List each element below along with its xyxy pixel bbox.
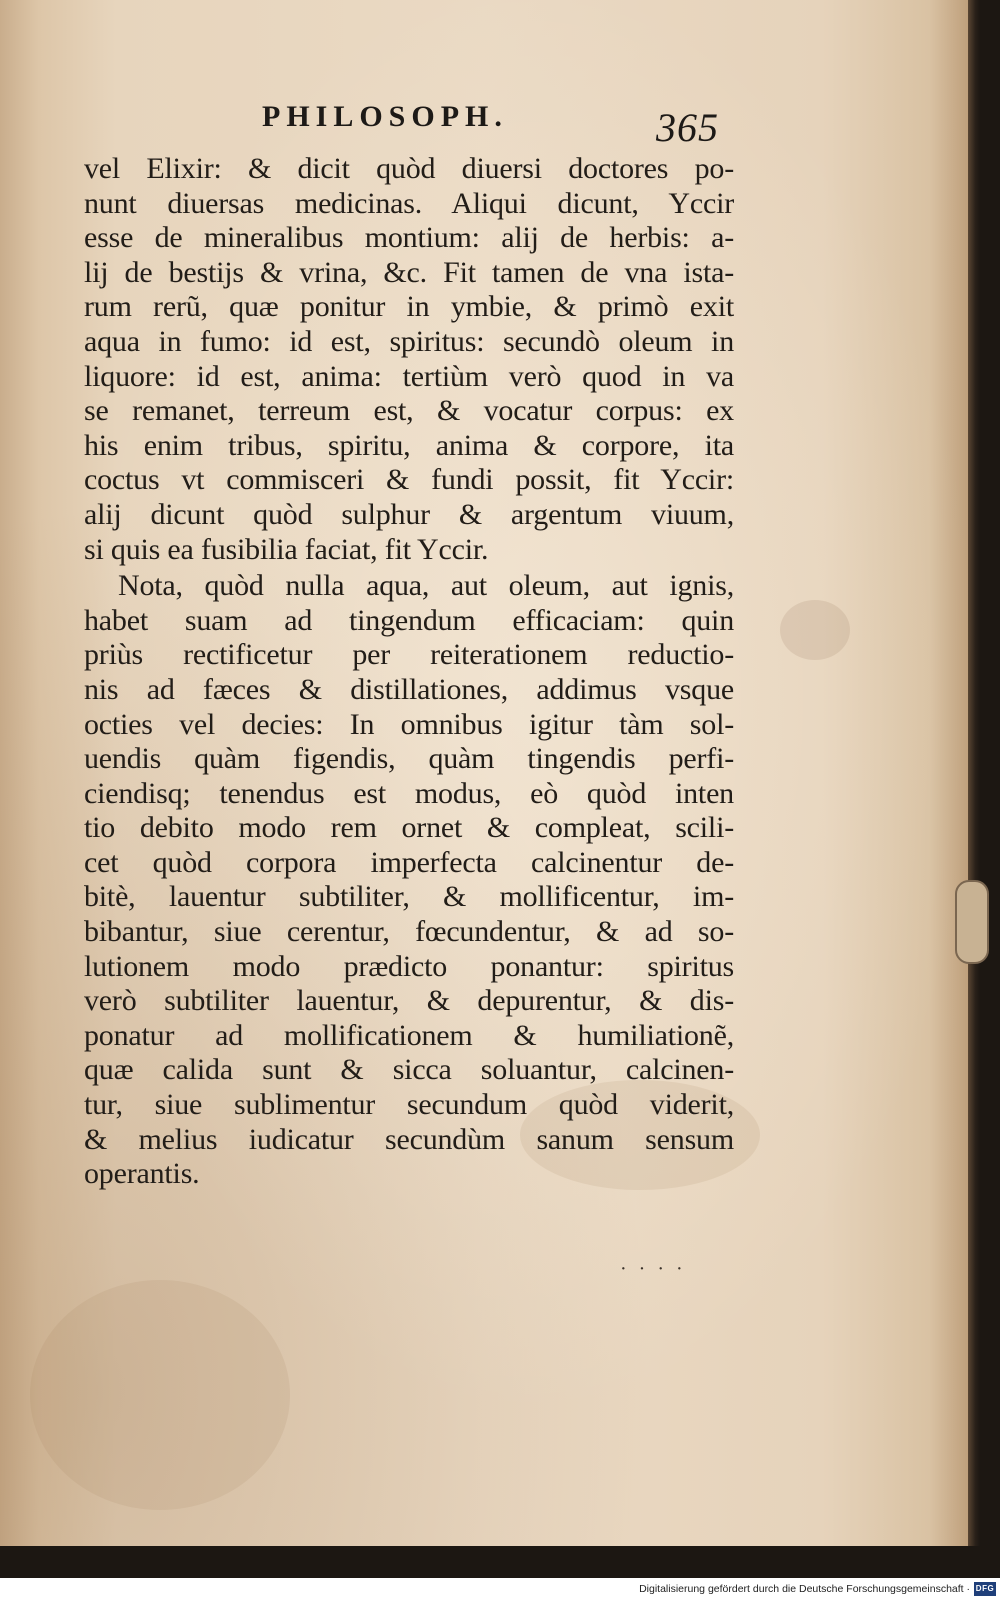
text-line: nunt diuersas medicinas. Aliqui dicunt, Yccir bbox=[84, 186, 734, 220]
text-line: his enim tribus, spiritu, anima & corpore, ita bbox=[84, 428, 734, 462]
digitization-credit: Digitalisierung gefördert durch die Deutsche Forschungsgemeinschaft · bbox=[639, 1583, 970, 1595]
text-line: nis ad fæces & distillationes, addimus vsque bbox=[84, 672, 734, 706]
text-line: liquore: id est, anima: tertiùm verò quod in va bbox=[84, 359, 734, 393]
paper-stain bbox=[780, 600, 850, 660]
text-line: coctus vt commisceri & fundi possit, fit Yccir: bbox=[84, 463, 734, 497]
dfg-logo-icon: DFG bbox=[974, 1582, 996, 1596]
text-line: operantis. bbox=[84, 1157, 200, 1191]
text-line: aqua in fumo: id est, spiritus: secundò oleum in bbox=[84, 324, 734, 358]
text-line: si quis ea fusibilia faciat, fit Yccir. bbox=[84, 532, 489, 566]
text-line: Nota, quòd nulla aqua, aut oleum, aut ignis, bbox=[118, 569, 734, 603]
text-line: habet suam ad tingendum efficaciam: quin bbox=[84, 603, 734, 637]
text-line: ponatur ad mollificationem & humiliationẽ, bbox=[84, 1018, 734, 1052]
text-line: tur, siue sublimentur secundum quòd viderit, bbox=[84, 1088, 734, 1122]
text-line: bitè, lauentur subtiliter, & mollificentur, im- bbox=[84, 880, 734, 914]
body-text bbox=[84, 152, 734, 1192]
text-line: priùs rectificetur per reiterationem reductio- bbox=[84, 638, 734, 672]
text-line: se remanet, terreum est, & vocatur corpus: ex bbox=[84, 394, 734, 428]
text-line: tio debito modo rem ornet & compleat, scili- bbox=[84, 811, 734, 845]
text-line: octies vel decies: In omnibus igitur tàm sol- bbox=[84, 707, 734, 741]
text-line: cet quòd corpora imperfecta calcinentur de- bbox=[84, 845, 734, 879]
text-line: rum rerũ, quæ ponitur in ymbie, & primò exit bbox=[84, 290, 734, 324]
page-edge bbox=[968, 0, 980, 1546]
text-line: vel Elixir: & dicit quòd diuersi doctores po- bbox=[84, 152, 734, 185]
footer-bar bbox=[0, 1578, 1000, 1601]
book-clasp bbox=[955, 880, 989, 964]
text-line: & melius iudicatur secundùm sanum sensum bbox=[84, 1122, 734, 1156]
text-line: ciendisq; tenendus est modus, eò quòd inten bbox=[84, 776, 734, 810]
text-line: verò subtiliter lauentur, & depurentur, & dis- bbox=[84, 984, 734, 1018]
text-line: alij dicunt quòd sulphur & argentum viuum, bbox=[84, 497, 734, 531]
text-line: quæ calida sunt & sicca soluantur, calcinen- bbox=[84, 1053, 734, 1087]
running-head: PHILOSOPH. bbox=[262, 100, 508, 133]
ink-specks: ···· bbox=[620, 1258, 695, 1280]
text-line: uendis quàm figendis, quàm tingendis perfi- bbox=[84, 742, 734, 776]
page-number: 365 bbox=[656, 105, 719, 150]
text-line: lutionem modo prædicto ponantur: spiritus bbox=[84, 949, 734, 983]
text-line: bibantur, siue cerentur, fœcundentur, & ad so- bbox=[84, 915, 734, 949]
paper-stain bbox=[30, 1280, 290, 1510]
text-line: esse de mineralibus montium: alij de herbis: a- bbox=[84, 221, 734, 255]
text-line: lij de bestijs & vrina, &c. Fit tamen de vna ista- bbox=[84, 255, 734, 289]
